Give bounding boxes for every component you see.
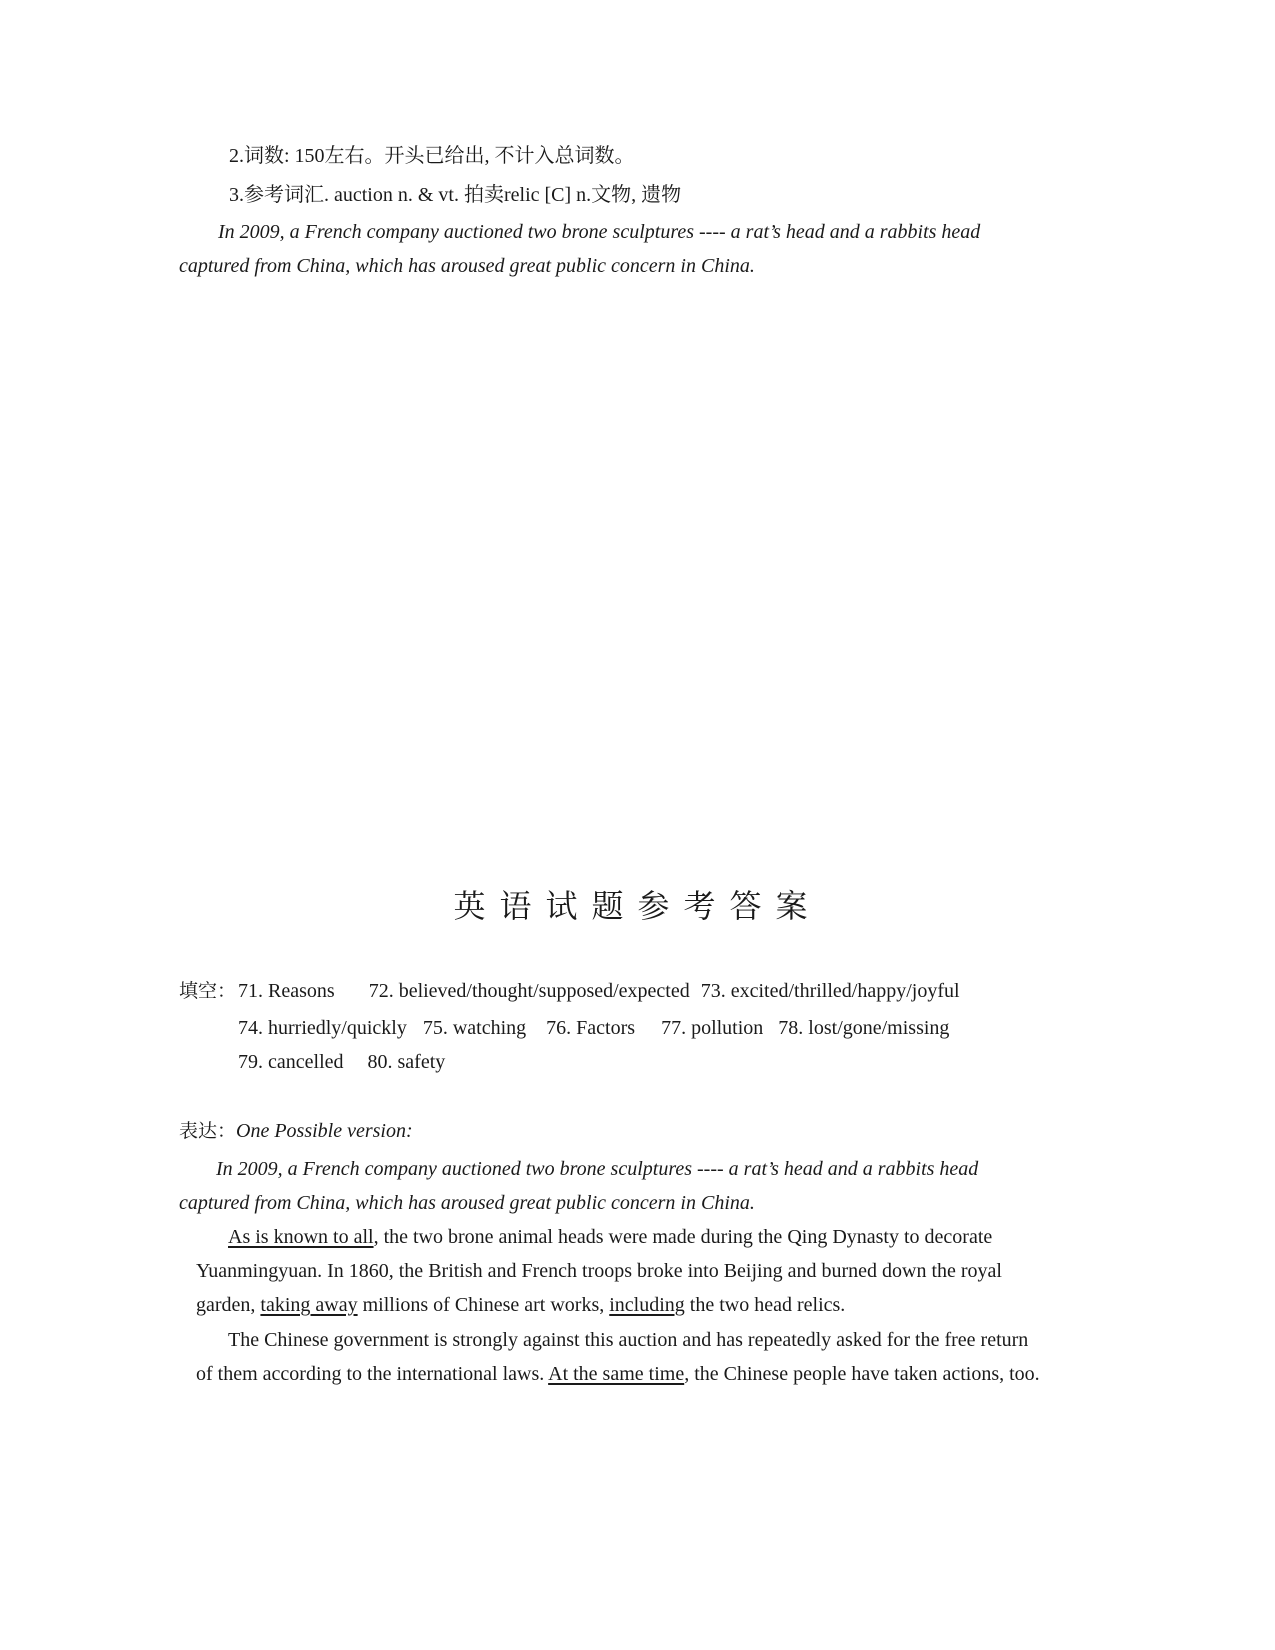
answer-79: 79. cancelled [238,1051,344,1073]
paragraph-text: millions of Chinese art works, [357,1294,610,1316]
paragraph-text: garden, [196,1294,261,1316]
paragraph-text: , the two brone animal heads were made during the Qing Dynasty to decorate [373,1226,993,1248]
essay-intro-line-1: In 2009, a French company auctioned two brone sculptures ---- a rat’s head and a rabbits head [216,1158,979,1180]
essay-opening-line-2: captured from China, which has aroused great public concern in China. [179,255,755,277]
paragraph-text: , the Chinese people have taken actions, too. [684,1363,1040,1385]
answer-71: 71. Reasons [238,980,335,1002]
answer-76: 76. Factors [546,1017,636,1039]
answer-78: 78. lost/gone/missing [778,1017,950,1039]
page-title: 英语试题参考答案 [453,887,822,925]
instruction-item-2: 2.词数: 150左右。开头已给出, 不计入总词数。 [229,145,635,167]
essay-intro-line-2: captured from China, which has aroused great public concern in China. [179,1192,755,1214]
answer-73: 73. excited/thrilled/happy/joyful [700,980,960,1002]
paragraph-text: of them according to the international laws. [196,1363,549,1385]
fill-label: 填空： [179,980,237,1002]
answer-74: 74. hurriedly/quickly [238,1017,407,1039]
answer-80: 80. safety [367,1051,446,1073]
underlined-phrase: At the same time [548,1363,685,1385]
instruction-item-3: 3.参考词汇. auction n. & vt. 拍卖relic [C] n.文物, 遗物 [229,184,682,206]
essay-paragraph-2-line-1 [228,1227,992,1247]
answer-77: 77. pollution [661,1017,764,1039]
version-label: One Possible version: [236,1120,413,1142]
underlined-phrase: As is known to all [228,1226,374,1248]
underlined-phrase: including [609,1294,685,1316]
fill-answers-row-2 [238,1018,949,1038]
expression-label: 表达： [179,1120,237,1142]
fill-answers-row-3 [238,1052,445,1072]
essay-paragraph-3-line-1: The Chinese government is strongly against this auction and has repeatedly asked for the free return [228,1329,1029,1351]
essay-paragraph-2-line-3 [196,1295,845,1315]
answer-72: 72. believed/thought/supposed/expected [368,980,690,1002]
fill-answers-row-1 [179,981,960,1001]
paragraph-text: the two head relics. [684,1294,846,1316]
underlined-phrase: taking away [260,1294,358,1316]
essay-paragraph-3-line-2 [196,1364,1040,1384]
expression-heading [179,1121,413,1141]
essay-paragraph-2-line-2: Yuanmingyuan. In 1860, the British and French troops broke into Beijing and burned down the royal [196,1260,1002,1282]
answer-75: 75. watching [422,1017,527,1039]
essay-opening-line-1: In 2009, a French company auctioned two brone sculptures ---- a rat’s head and a rabbits head [218,221,981,243]
